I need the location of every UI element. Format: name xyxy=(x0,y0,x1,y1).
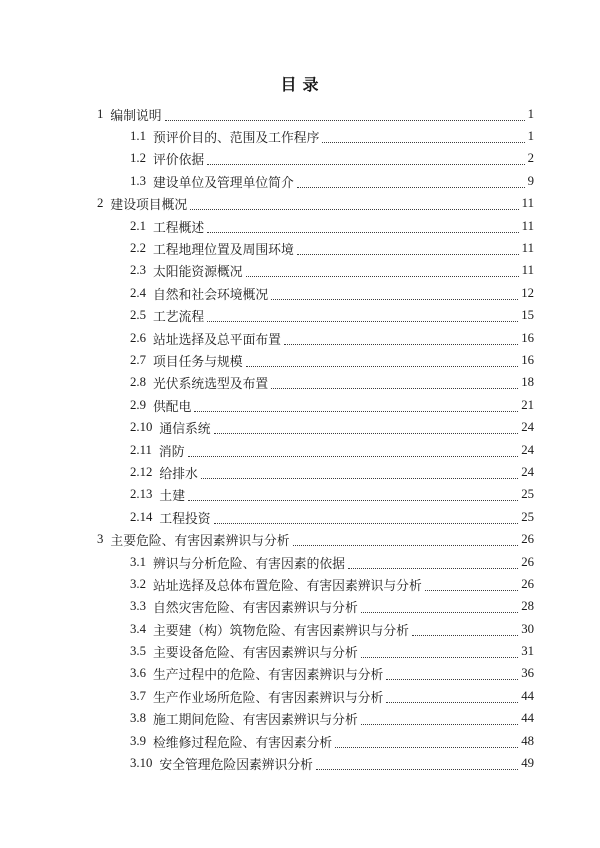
dot-leader xyxy=(386,690,518,703)
toc-list xyxy=(0,103,600,775)
toc-entry-label: 生产过程中的危险、有害因素辨识与分析 xyxy=(153,668,384,683)
toc-entry-label: 通信系统 xyxy=(159,422,211,437)
dot-leader xyxy=(297,242,519,255)
dot-leader xyxy=(271,287,518,300)
toc-entry-number: 3.1 xyxy=(130,554,146,569)
toc-entry-page: 28 xyxy=(521,599,534,614)
toc-entry-page: 44 xyxy=(521,711,534,726)
toc-entry-page: 16 xyxy=(521,352,534,367)
dot-leader xyxy=(214,511,519,524)
toc-entry-page: 1 xyxy=(527,106,534,121)
dot-leader xyxy=(284,332,518,345)
toc-entry-label: 检维修过程危险、有害因素分析 xyxy=(153,735,333,750)
toc-entry[interactable] xyxy=(0,394,600,416)
toc-entry-number: 2.9 xyxy=(130,397,146,412)
dot-leader xyxy=(246,264,519,277)
toc-entry-page: 49 xyxy=(521,756,534,771)
toc-entry-number: 3.9 xyxy=(130,733,146,748)
dot-leader xyxy=(194,399,518,412)
toc-entry-label: 辨识与分析危险、有害因素的依据 xyxy=(153,556,345,571)
dot-leader xyxy=(207,220,518,233)
toc-entry-number: 2.8 xyxy=(130,375,146,390)
toc-entry-label: 工程投资 xyxy=(159,511,211,526)
toc-entry[interactable] xyxy=(0,685,600,707)
toc-entry-page: 31 xyxy=(521,644,534,659)
toc-entry[interactable] xyxy=(0,305,600,327)
toc-entry[interactable] xyxy=(0,215,600,237)
toc-entry-number: 2.13 xyxy=(130,487,153,502)
toc-entry-number: 3.4 xyxy=(130,621,146,636)
dot-leader xyxy=(322,130,524,143)
toc-entry[interactable] xyxy=(0,730,600,752)
toc-entry-number: 1 xyxy=(97,106,104,121)
toc-entry-label: 自然和社会环境概况 xyxy=(153,287,269,302)
toc-entry[interactable] xyxy=(0,193,600,215)
dot-leader xyxy=(361,600,518,613)
toc-entry-page: 15 xyxy=(521,308,534,323)
toc-entry[interactable] xyxy=(0,170,600,192)
toc-entry-label: 建设单位及管理单位简介 xyxy=(153,175,294,190)
toc-entry[interactable] xyxy=(0,461,600,483)
toc-title: 目 录 xyxy=(280,77,320,94)
toc-entry-page: 30 xyxy=(521,621,534,636)
dot-leader xyxy=(412,623,518,636)
toc-entry-page: 24 xyxy=(521,442,534,457)
toc-entry-number: 3.2 xyxy=(130,576,146,591)
toc-entry[interactable] xyxy=(0,506,600,528)
dot-leader xyxy=(361,645,518,658)
dot-leader xyxy=(425,578,518,591)
dot-leader xyxy=(335,735,518,748)
toc-entry-number: 2.10 xyxy=(130,420,153,435)
dot-leader xyxy=(190,197,518,210)
toc-entry[interactable] xyxy=(0,416,600,438)
toc-entry-number: 2.12 xyxy=(130,464,153,479)
toc-entry-number: 1.2 xyxy=(130,151,146,166)
toc-entry-label: 施工期间危险、有害因素辨识与分析 xyxy=(153,713,358,728)
dot-leader xyxy=(201,466,518,479)
toc-entry[interactable] xyxy=(0,708,600,730)
toc-entry[interactable] xyxy=(0,237,600,259)
toc-entry-label: 站址选择及总体布置危险、有害因素辨识与分析 xyxy=(153,578,422,593)
toc-entry-number: 3.7 xyxy=(130,688,146,703)
toc-entry-number: 3.3 xyxy=(130,599,146,614)
toc-entry-number: 1.3 xyxy=(130,173,146,188)
dot-leader xyxy=(316,757,518,770)
toc-entry-page: 11 xyxy=(521,263,534,278)
toc-entry[interactable] xyxy=(0,596,600,618)
toc-entry-number: 2.3 xyxy=(130,263,146,278)
toc-entry-number: 3.5 xyxy=(130,644,146,659)
toc-entry-page: 44 xyxy=(521,688,534,703)
toc-entry-label: 项目任务与规模 xyxy=(153,354,243,369)
toc-entry-label: 站址选择及总平面布置 xyxy=(153,332,281,347)
toc-entry-label: 光伏系统选型及布置 xyxy=(153,377,269,392)
toc-entry[interactable] xyxy=(0,349,600,371)
toc-entry-page: 25 xyxy=(521,487,534,502)
toc-entry-label: 预评价目的、范围及工作程序 xyxy=(153,131,320,146)
toc-entry-number: 2.1 xyxy=(130,218,146,233)
toc-entry-page: 36 xyxy=(521,666,534,681)
toc-entry[interactable] xyxy=(0,148,600,170)
toc-entry-label: 安全管理危险因素辨识分析 xyxy=(159,758,313,773)
toc-entry-page: 24 xyxy=(521,420,534,435)
toc-entry-label: 主要危险、有害因素辨识与分析 xyxy=(110,534,290,549)
toc-entry-label: 建设项目概况 xyxy=(110,198,188,213)
dot-leader xyxy=(188,488,518,501)
toc-entry-number: 2 xyxy=(97,196,104,211)
toc-entry-label: 消防 xyxy=(158,444,185,459)
toc-entry-page: 48 xyxy=(521,733,534,748)
toc-entry[interactable] xyxy=(0,282,600,304)
toc-entry[interactable] xyxy=(0,327,600,349)
dot-leader xyxy=(386,667,518,680)
toc-entry[interactable] xyxy=(0,640,600,662)
dot-leader xyxy=(246,354,519,367)
toc-entry[interactable] xyxy=(0,439,600,461)
toc-entry-label: 生产作业场所危险、有害因素辨识与分析 xyxy=(153,690,384,705)
toc-entry-number: 3.10 xyxy=(130,756,153,771)
toc-entry-number: 3.8 xyxy=(130,711,146,726)
toc-entry-page: 21 xyxy=(521,397,534,412)
toc-entry-page: 11 xyxy=(521,241,534,256)
toc-entry-label: 给排水 xyxy=(159,466,198,481)
toc-entry[interactable] xyxy=(0,573,600,595)
toc-entry-page: 16 xyxy=(521,330,534,345)
toc-entry[interactable] xyxy=(0,484,600,506)
toc-entry-page: 12 xyxy=(521,285,534,300)
toc-entry-label: 供配电 xyxy=(153,399,192,414)
dot-leader xyxy=(207,152,524,165)
toc-entry-number: 2.11 xyxy=(130,442,152,457)
toc-entry-label: 评价依据 xyxy=(153,153,205,168)
toc-entry-number: 1.1 xyxy=(130,129,146,144)
toc-entry-page: 1 xyxy=(527,129,534,144)
toc-entry-number: 2.4 xyxy=(130,285,146,300)
toc-entry-page: 9 xyxy=(527,173,534,188)
toc-entry-page: 26 xyxy=(521,576,534,591)
toc-entry[interactable] xyxy=(0,551,600,573)
toc-entry-page: 18 xyxy=(521,375,534,390)
toc-entry-page: 25 xyxy=(521,509,534,524)
dot-leader xyxy=(361,712,518,725)
toc-entry[interactable] xyxy=(0,103,600,125)
toc-entry-number: 2.5 xyxy=(130,308,146,323)
dot-leader xyxy=(271,376,518,389)
dot-leader xyxy=(207,309,518,322)
toc-entry-label: 编制说明 xyxy=(110,108,162,123)
toc-entry[interactable] xyxy=(0,663,600,685)
toc-entry-label: 土建 xyxy=(159,489,185,504)
dot-leader xyxy=(214,421,519,434)
toc-entry-page: 26 xyxy=(521,554,534,569)
toc-entry[interactable] xyxy=(0,125,600,147)
dot-leader xyxy=(348,556,518,569)
toc-entry-page: 11 xyxy=(521,196,534,211)
dot-leader xyxy=(297,175,525,188)
toc-entry-page: 11 xyxy=(521,218,534,233)
dot-leader xyxy=(293,533,519,546)
toc-entry[interactable] xyxy=(0,752,600,774)
toc-entry-page: 24 xyxy=(521,464,534,479)
toc-entry-number: 3.6 xyxy=(130,666,146,681)
toc-entry[interactable] xyxy=(0,372,600,394)
dot-leader xyxy=(188,444,519,457)
toc-entry[interactable] xyxy=(0,260,600,282)
toc-entry[interactable] xyxy=(0,528,600,550)
toc-entry-label: 工程地理位置及周围环境 xyxy=(153,243,294,258)
toc-entry-label: 自然灾害危险、有害因素辨识与分析 xyxy=(153,601,358,616)
toc-entry-number: 3 xyxy=(97,532,104,547)
toc-entry-page: 2 xyxy=(527,151,534,166)
toc-entry[interactable] xyxy=(0,618,600,640)
toc-entry-number: 2.6 xyxy=(130,330,146,345)
toc-entry-number: 2.14 xyxy=(130,509,153,524)
toc-entry-number: 2.7 xyxy=(130,352,146,367)
toc-entry-label: 主要设备危险、有害因素辨识与分析 xyxy=(153,646,358,661)
toc-entry-label: 工程概述 xyxy=(153,220,205,235)
toc-entry-label: 工艺流程 xyxy=(153,310,205,325)
toc-entry-label: 太阳能资源概况 xyxy=(153,265,243,280)
toc-entry-page: 26 xyxy=(521,532,534,547)
toc-entry-number: 2.2 xyxy=(130,241,146,256)
toc-entry-label: 主要建（构）筑物危险、有害因素辨识与分析 xyxy=(153,623,409,638)
dot-leader xyxy=(165,108,525,121)
